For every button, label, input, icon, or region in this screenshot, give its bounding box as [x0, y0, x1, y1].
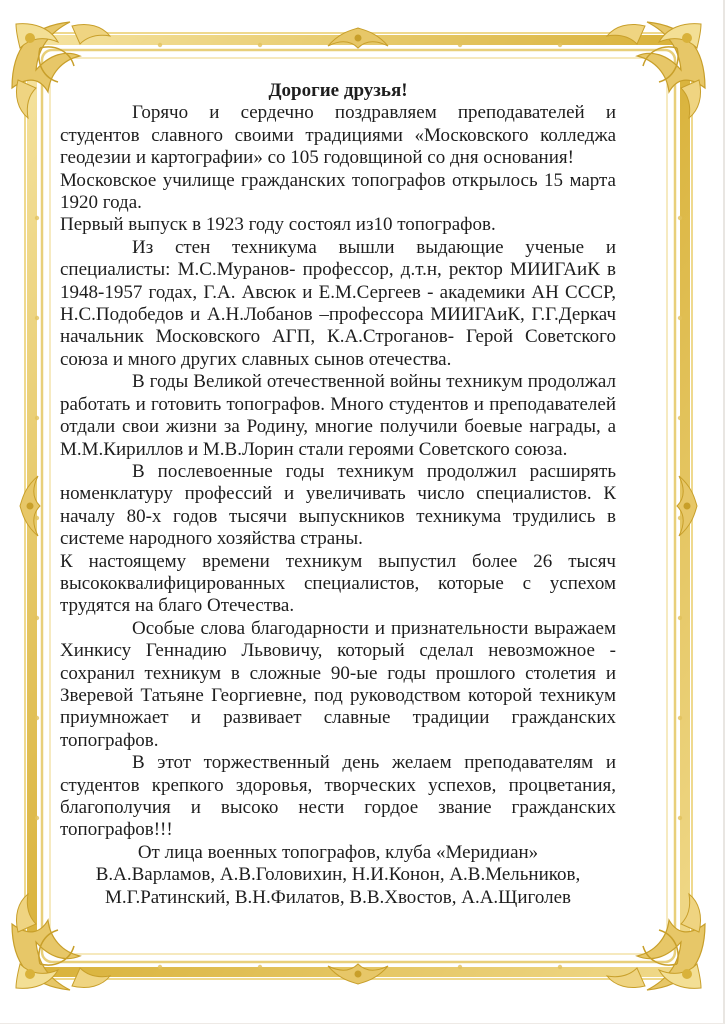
signature-from: От лица военных топографов, клуба «Меридиан» [137, 841, 539, 863]
signature-names-line2: М.Г.Ратинский, В.Н.Филатов, В.В.Хвостов, А.А.Щиголев [105, 886, 571, 908]
paragraph-greeting: Горячо и сердечно поздравляем преподавателей и студентов славного своими традициями «Московского колледжа геодезии и картографии» со 105 годовщиной со дня основания! [60, 102, 616, 169]
paragraph-wishes: В этот торжественный день желаем преподавателям и студентов крепкого здоровья, творческих успехов, процветания, благополучия и высоко нести гордое звание гражданских топографов!!! [60, 752, 616, 841]
signature-names-line1: В.А.Варламов, А.В.Головихин, Н.И.Конон, А.В.Мельников, [95, 864, 581, 886]
paragraph-war-years: В годы Великой отечественной войны техникум продолжал работать и готовить топографов. Много студентов и преподавателей отдали свои жизни за Родину, многие получили боевые награды, а М.М.Кириллов и М.В.Лорин стали героями Советского союза. [60, 371, 616, 460]
paragraph-notable-alumni: Из стен техникума вышли выдающие ученые и специалисты: М.С.Муранов- профессор, д.т.н, ректор МИИГАиК в 1948-1957 годах, Г.А. Авсюк и Е.М.Сергеев - академики АН СССР, Н.С.Подобедов и А.Н.Лобанов –профессора МИИГАиК, Г.Г.Деркач начальник Московского АГП, К.А.Строганов- Герой Советского союза и много других славных сынов отечества. [60, 236, 616, 370]
paragraph-first-graduation: Первый выпуск в 1923 году состоял из10 топографов. [60, 214, 496, 236]
letter-title: Дорогие друзья! [268, 80, 408, 101]
letter-body [60, 80, 616, 909]
paragraph-founding: Московское училище гражданских топографов открылось 15 марта 1920 года. [60, 169, 616, 214]
paragraph-gratitude: Особые слова благодарности и признательности выражаем Хинкису Геннадию Львовичу, который сделал невозможное - сохранил техникум в сложные 90-ые годы прошлого столетия и Зверевой Татьяне Георгиевне, под руководством которой техникум приумножает и развивает славные традиции гражданских топографов. [60, 617, 616, 751]
paragraph-postwar: В послевоенные годы техникум продолжил расширять номенклатуру профессий и увеличивать число специалистов. К началу 80-х годов тысячи выпускников техникума трудились в системе народного хозяйства страны. [60, 460, 616, 550]
paragraph-graduates-count: К настоящему времени техникум выпустил более 26 тысяч высококвалифицированных специалистов, которые с успехом трудятся на благо Отечества. [60, 550, 616, 617]
